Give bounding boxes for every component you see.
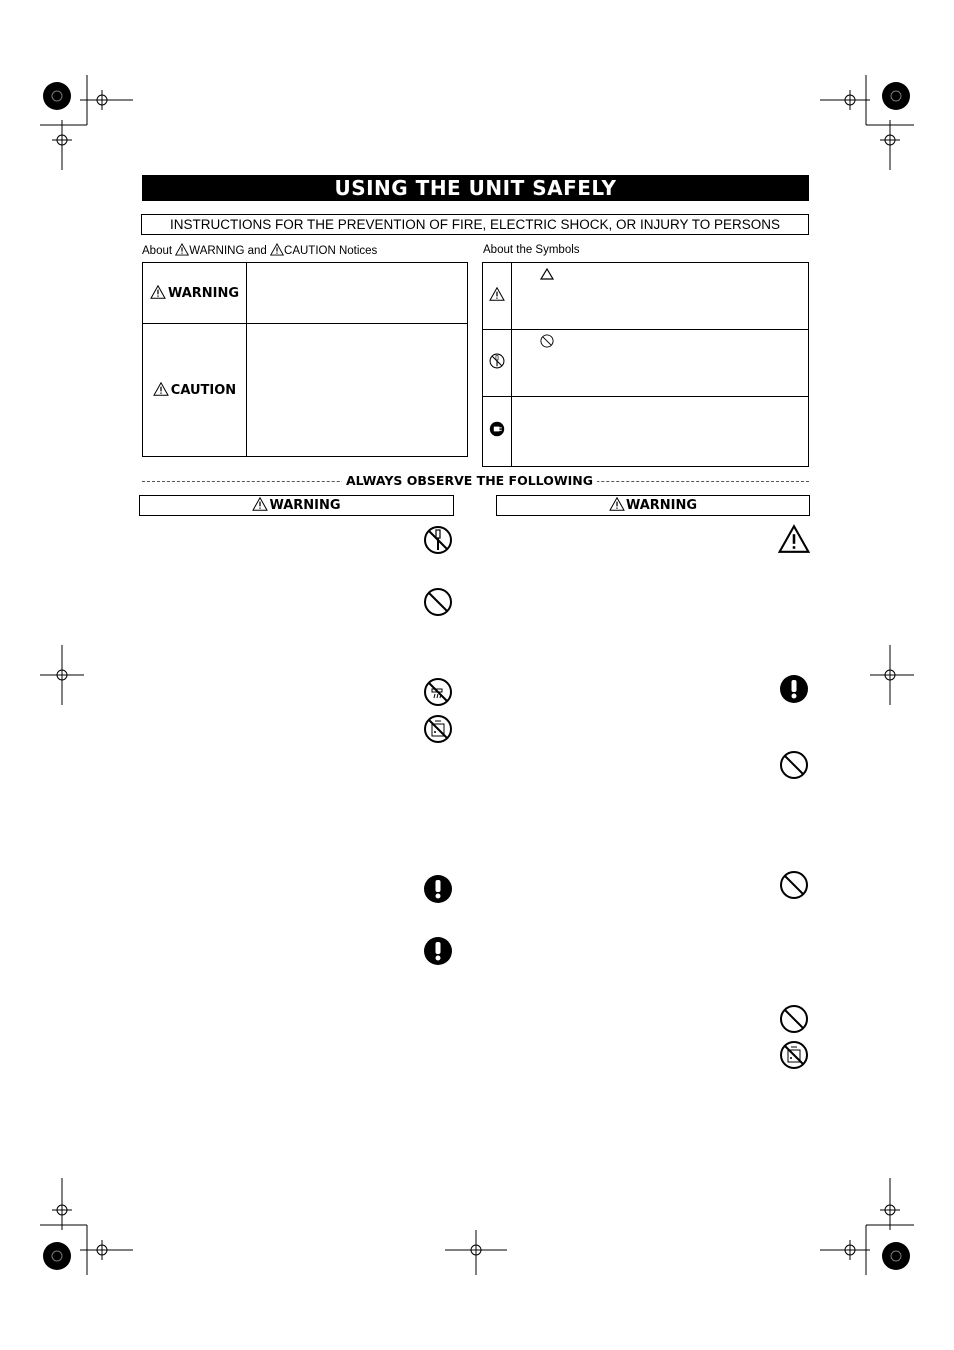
warning-triangle-icon [270,243,284,256]
section-heading: ALWAYS OBSERVE THE FOLLOWING [342,473,597,489]
prohibited-icon [540,334,554,348]
caution-description-cell [247,324,468,457]
symbol-text-warning [512,263,809,330]
warning-triangle-icon [778,524,810,554]
mandatory-icon [779,674,809,704]
mandatory-icon [423,936,453,966]
symbol-cell-mandatory [483,397,512,467]
left-warning-header-label: WARNING [269,498,341,513]
triangle-outline-icon [540,268,554,280]
prohibited-icon [779,750,809,780]
prohibited-icon [779,1004,809,1034]
warning-description-cell [247,263,468,324]
notices-caption-warning: WARNING and [189,245,267,257]
no-liquid-container-icon [779,1040,809,1070]
warning-triangle-icon [252,497,268,511]
page-subtitle: INSTRUCTIONS FOR THE PREVENTION OF FIRE, ELECTRIC SHOCK, OR INJURY TO PERSONS [141,214,809,235]
warning-label: WARNING [167,286,240,301]
unplug-mandatory-icon [489,421,505,437]
caution-label-cell [143,324,247,457]
mandatory-icon [423,874,453,904]
warning-triangle-icon [609,497,625,511]
no-liquid-container-icon [423,714,453,744]
symbol-text-prohibited [512,330,809,397]
warning-triangle-icon [150,285,166,299]
no-water-icon [423,677,453,707]
right-warning-header-label: WARNING [625,498,698,513]
page-title: USING THE UNIT SAFELY [142,175,809,201]
left-warning-header [139,495,454,516]
symbols-caption: About the Symbols [483,244,580,256]
right-warning-header [496,495,810,516]
prohibited-icon [423,587,453,617]
symbol-text-mandatory [512,397,809,467]
disassemble-prohibited-icon [423,525,453,555]
notices-table [142,262,468,457]
notices-caption [142,243,377,257]
symbols-table [482,262,809,467]
symbol-cell-warning [483,263,512,330]
warning-triangle-icon [153,382,169,396]
warning-triangle-icon [489,287,505,301]
notices-caption-caution: CAUTION Notices [284,245,378,257]
notices-caption-prefix: About [142,245,173,257]
warning-triangle-icon [175,243,189,256]
disassemble-prohibited-icon [489,353,505,369]
warning-label-cell [143,263,247,324]
symbol-cell-prohibited [483,330,512,397]
prohibited-icon [779,870,809,900]
caution-label: CAUTION [170,383,237,398]
